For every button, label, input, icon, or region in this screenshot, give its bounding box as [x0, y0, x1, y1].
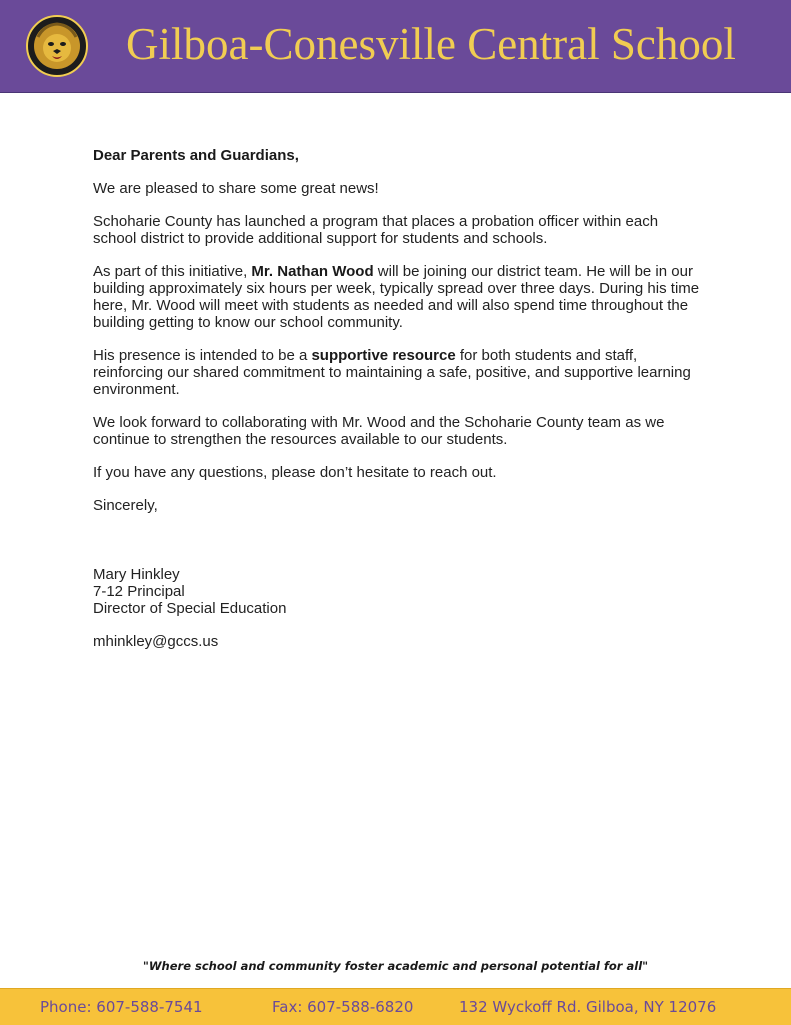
- signer-role: Director of Special Education: [93, 600, 287, 617]
- presence-paragraph: [93, 347, 703, 398]
- initiative-text-before: As part of this initiative,: [93, 263, 252, 280]
- initiative-paragraph: [93, 263, 703, 331]
- letterhead-banner: [0, 0, 791, 93]
- lion-mascot-icon: [26, 15, 88, 77]
- collaboration-paragraph: We look forward to collaborating with Mr. Wood and the Schoharie County team as we continue to strengthen the resources available to our students.: [93, 414, 665, 448]
- signer-email[interactable]: mhinkley@gccs.us: [93, 633, 219, 650]
- school-name: Gilboa-Conesville Central School: [126, 19, 736, 69]
- school-motto: "Where school and community foster academic and personal potential for all": [142, 959, 649, 973]
- signature-block: [93, 566, 703, 617]
- initiative-text-after: will be joining our district team. He will be in our building approximately six hours per week, typically spread over three days. During his time here, Mr. Wood will meet with students as needed and will also spend time throughout the building getting to know our school community.: [93, 263, 700, 331]
- phone-number: Phone: 607-588-7541: [40, 998, 203, 1016]
- salutation: Dear Parents and Guardians,: [93, 147, 299, 164]
- fax-number: Fax: 607-588-6820: [272, 998, 414, 1016]
- intro-paragraph: We are pleased to share some great news!: [93, 180, 379, 197]
- program-paragraph: Schoharie County has launched a program that places a probation officer within each school district to provide additional support for students and schools.: [93, 213, 659, 247]
- officer-name: Mr. Nathan Wood: [251, 263, 374, 280]
- presence-text-after: for both students and staff, reinforcing our shared commitment to maintaining a safe, positive, and supportive learning environment.: [93, 347, 691, 398]
- contact-footer: [0, 988, 791, 1025]
- closing: Sincerely,: [93, 497, 158, 514]
- presence-text-before: His presence is intended to be a: [93, 347, 312, 364]
- questions-paragraph: If you have any questions, please don’t hesitate to reach out.: [93, 464, 497, 481]
- letter-body: [93, 147, 703, 666]
- supportive-resource-emphasis: supportive resource: [311, 347, 456, 364]
- signer-title: 7-12 Principal: [93, 583, 185, 600]
- signer-name: Mary Hinkley: [93, 566, 180, 583]
- mailing-address: 132 Wyckoff Rd. Gilboa, NY 12076: [459, 998, 717, 1016]
